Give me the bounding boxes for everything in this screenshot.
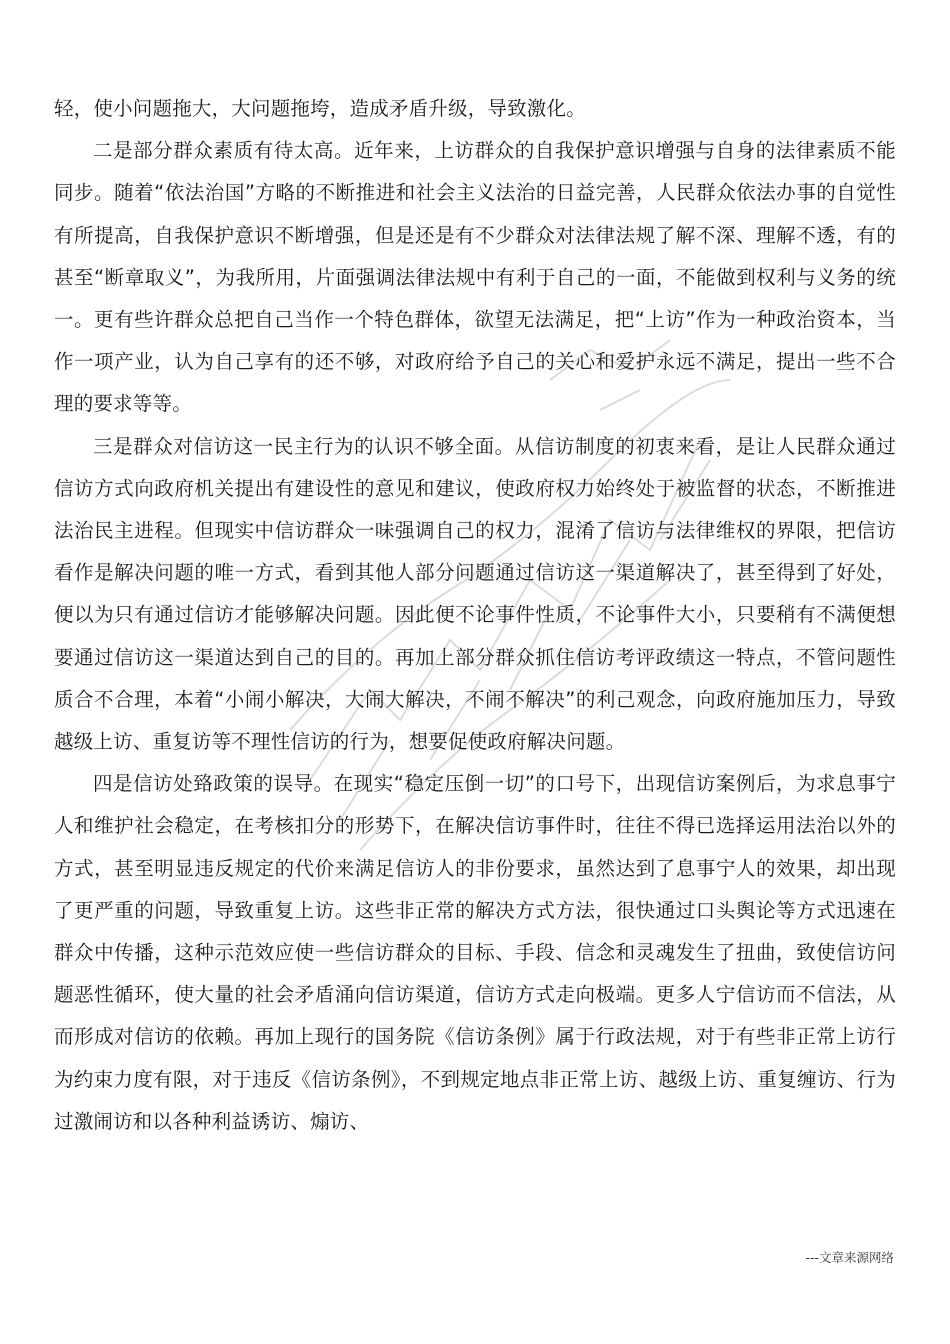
paragraph-3: 四是信访处臵政策的误导。在现实“稳定压倒一切”的口号下，出现信访案例后，为求息事宁人和维护社会稳定，在考核扣分的形势下，在解决信访事件时，往往不得已选择运用法治以外的方式，甚至明显违反规定的代价来满足信访人的非份要求，虽然达到了息事宁人的效果，却出现了更严重的问题，导致重复上访。这些非正常的解决方式方法，很快通过口头舆论等方式迅速在群众中传播，这种示范效应使一些信访群众的目标、手段、信念和灵魂发生了扭曲，致使信访问题恶性循环，使大量的社会矛盾涌向信访渠道，信访方式走向极端。更多人宁信访而不信法，从而形成对信访的依赖。再加上现行的国务院《信访条例》属于行政法规，对于有些非正常上访行为约束力度有限，对于违反《信访条例》，不到规定地点非正常上访、越级上访、重复缠访、行为过激闹访和以各种利益诱访、煽访、 xyxy=(54,772,896,1133)
paragraph-1: 二是部分群众素质有待太高。近年来，上访群众的自我保护意识增强与自身的法律素质不能同步。随着“依法治国”方略的不断推进和社会主义法治的日益完善，人民群众依法办事的自觉性有所提高，自我保护意识不断增强，但是还是有不少群众对法律法规了解不深、理解不透，有的甚至“断章取义”，为我所用，片面强调法律法规中有利于自己的一面，不能做到权利与义务的统一。更有些许群众总把自己当作一个特色群体，欲望无法满足，把“上访”作为一种政治资本，当作一项产业，认为自己享有的还不够，对政府给予自己的关心和爱护永远不满足，提出一些不合理的要求等等。 xyxy=(54,139,896,416)
footer-source: ---文章来源网络 xyxy=(805,1250,894,1265)
document-body xyxy=(54,88,896,1143)
paragraph-0: 轻，使小问题拖大，大问题拖垮，造成矛盾升级，导致激化。 xyxy=(54,97,586,120)
paragraph-2: 三是群众对信访这一民主行为的认识不够全面。从信访制度的初衷来看，是让人民群众通过信访方式向政府机关提出有建设性的意见和建议，使政府权力始终处于被监督的状态，不断推进法治民主进程。但现实中信访群众一味强调自己的权力，混淆了信访与法律维权的界限，把信访看作是解决问题的唯一方式，看到其他人部分问题通过信访这一渠道解决了，甚至得到了好处，便以为只有通过信访才能够解决问题。因此便不论事件性质，不论事件大小，只要稍有不满便想要通过信访这一渠道达到自己的目的。再加上部分群众抓住信访考评政绩这一特点，不管问题性质合不合理，本着“小闹小解决，大闹大解决，不闹不解决”的利己观念，向政府施加压力，导致越级上访、重复访等不理性信访的行为，想要促使政府解决问题。 xyxy=(54,434,896,754)
